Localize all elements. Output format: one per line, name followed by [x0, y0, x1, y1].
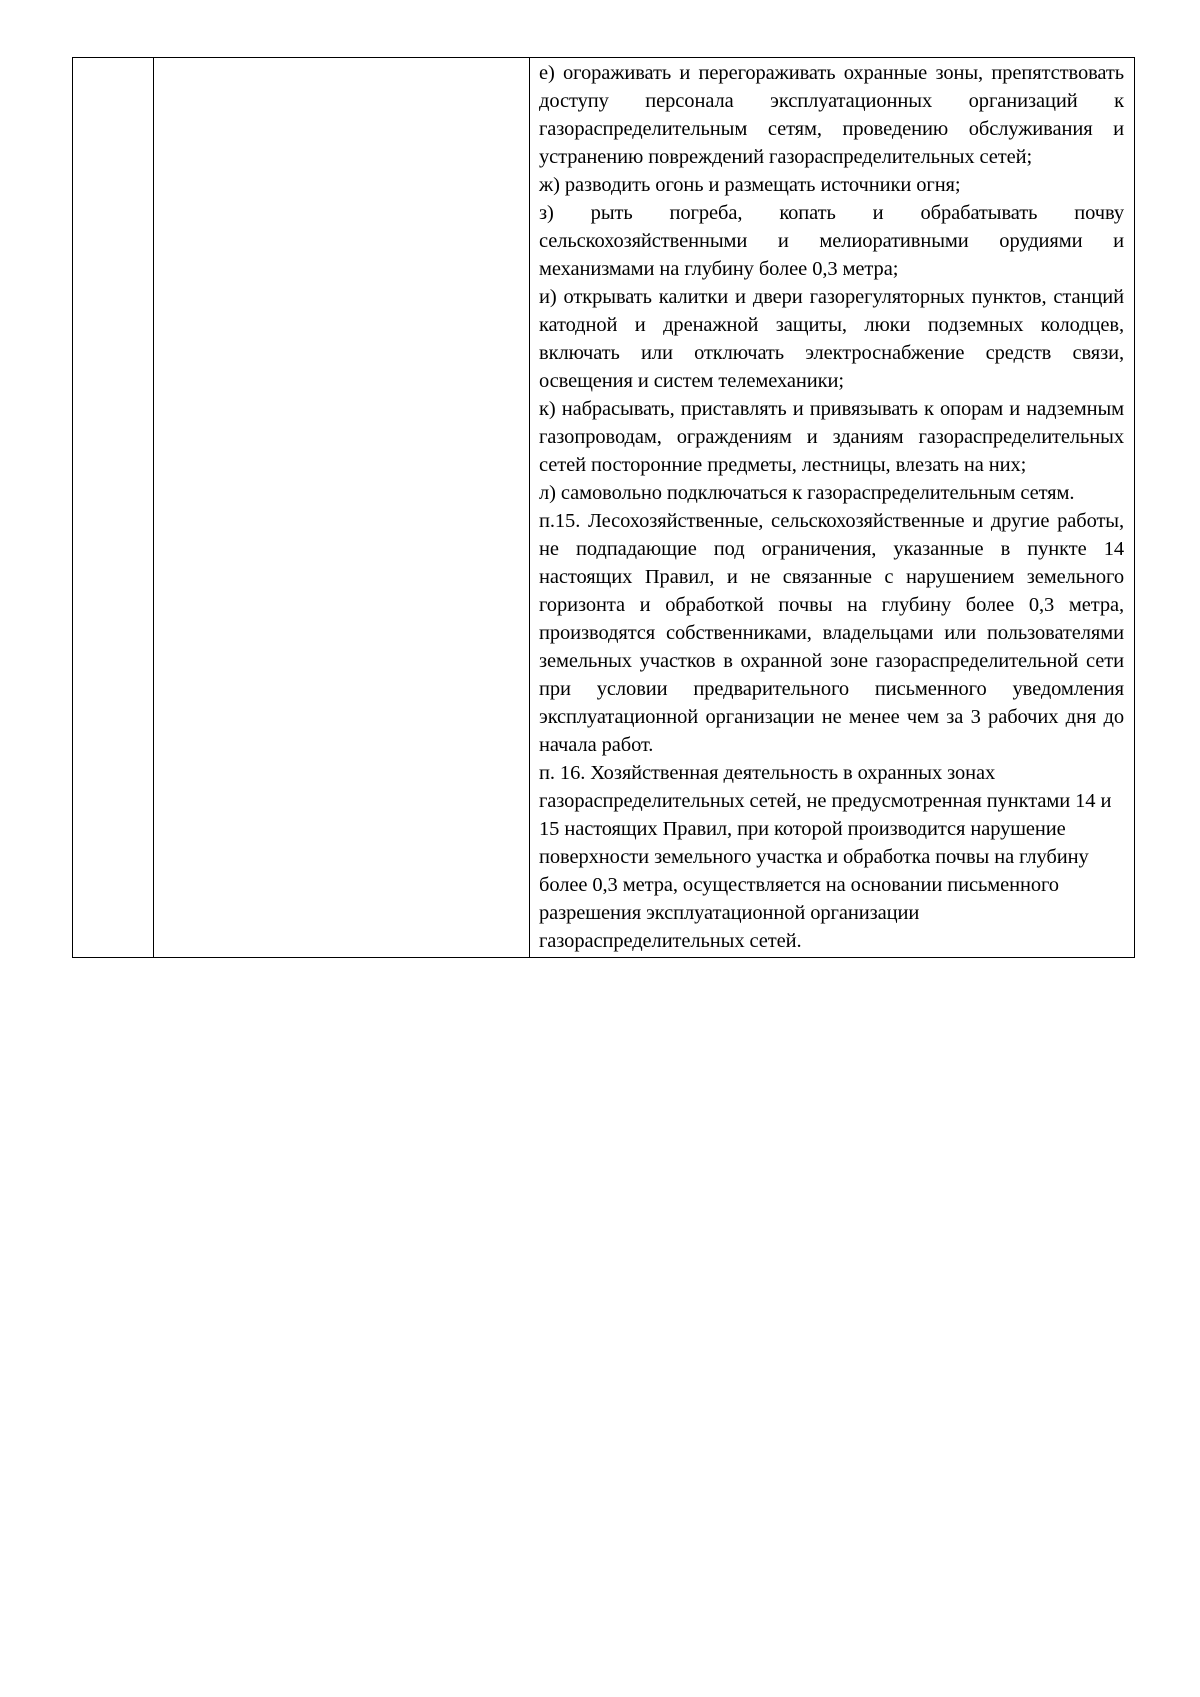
restrictions-text [530, 58, 1134, 957]
document-table [72, 57, 1135, 958]
restriction-item-e: е) огораживать и перегораживать охранные зоны, препятствовать доступу персонала эксплуатационных организаций к газораспределительным сетям, проведению обслуживания и устранению повреждений газораспределительных сетей; [539, 62, 1124, 168]
cell-number-text [73, 58, 153, 61]
clause-16-paragraph: п. 16. Хозяйственная деятельность в охранных зонах газораспределительных сетей, не предусмотренная пунктами 14 и 15 настоящих Правил, при которой производится нарушение поверхности земельного участка и обработка почвы на глубину более 0,3 метра, осуществляется на основании письменного разрешения эксплуатационной организации газораспределительных сетей. [539, 762, 1112, 952]
restriction-item-zh: ж) разводить огонь и размещать источники огня; [539, 174, 961, 196]
restriction-item-k: к) набрасывать, приставлять и привязывать к опорам и надземным газопроводам, ограждениям и зданиям газораспределительных сетей посторонние предметы, лестницы, влезать на них; [539, 398, 1124, 476]
restriction-item-l: л) самовольно подключаться к газораспределительным сетям. [539, 482, 1075, 504]
table-cell-number [73, 58, 154, 958]
restriction-item-z: з) рыть погреба, копать и обрабатывать почву сельскохозяйственными и мелиоративными орудиями и механизмами на глубину более 0,3 метра; [539, 202, 1124, 280]
table-row [73, 58, 1135, 958]
cell-object-text [154, 58, 529, 61]
restriction-item-i: и) открывать калитки и двери газорегуляторных пунктов, станций катодной и дренажной защиты, люки подземных колодцев, включать или отключать электроснабжение средств связи, освещения и систем телемеханики; [539, 286, 1124, 392]
table-cell-restrictions [530, 58, 1135, 958]
clause-15-paragraph: п.15. Лесохозяйственные, сельскохозяйственные и другие работы, не подпадающие под ограничения, указанные в пункте 14 настоящих Правил, и не связанные с нарушением земельного горизонта и обработкой почвы на глубину более 0,3 метра, производятся собственниками, владельцами или пользователями земельных участков в охранной зоне газораспределительной сети при условии предварительного письменного уведомления эксплуатационной организации не менее чем за 3 рабочих дня до начала работ. [539, 510, 1124, 756]
table-cell-object [154, 58, 530, 958]
